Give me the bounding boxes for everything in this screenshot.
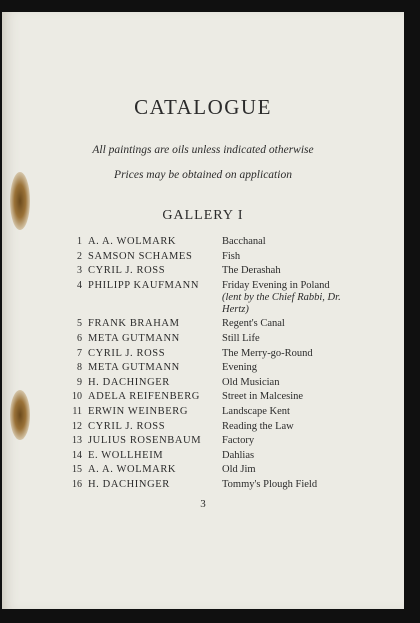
entry-title-cell [222, 280, 352, 316]
gallery-heading: GALLERY I [162, 208, 244, 223]
entry-number: 11 [72, 406, 82, 417]
entry-title: Still Life [222, 333, 260, 344]
entry-title-cell [222, 391, 352, 403]
entry-artist: A. A. WOLMARK [88, 464, 177, 476]
entry-title-cell [222, 450, 352, 462]
entry-artist: META GUTMANN [88, 362, 180, 374]
subtitle-prices-note: Prices may be obtained on application [114, 169, 292, 181]
entry-title: The Merry-go-Round [222, 347, 313, 359]
entry-title: Bacchanal [222, 236, 266, 247]
entry-title-cell [222, 333, 352, 345]
entry-title-cell [222, 265, 352, 277]
entry-number: 1 [77, 236, 82, 247]
entry-number: 2 [77, 250, 82, 262]
entry-title-cell [222, 318, 352, 330]
entry-title-cell [222, 479, 352, 491]
entry-artist: PHILIPP KAUFMANN [88, 279, 200, 291]
entry-title-cell [222, 362, 352, 374]
entry-artist: ERWIN WEINBERG [88, 406, 189, 417]
entry-number: 3 [77, 265, 82, 277]
entry-title: Old Jim [222, 464, 256, 476]
entry-number: 15 [72, 464, 82, 476]
entry-title: Fish [222, 250, 241, 262]
page-title: CATALOGUE [134, 95, 272, 119]
entry-artist: CYRIL J. ROSS [88, 420, 166, 432]
entry-number: 12 [72, 420, 82, 432]
entry-title: Evening [222, 362, 257, 374]
entry-number: 4 [77, 279, 82, 291]
entry-title: The Derashah [222, 265, 281, 277]
entry-title-cell [222, 377, 352, 389]
entry-number: 16 [72, 479, 82, 490]
entry-title-cell [222, 464, 352, 476]
entry-number: 7 [77, 347, 82, 359]
entry-number: 14 [72, 449, 82, 461]
entry-title: Regent's Canal [222, 318, 285, 330]
entry-artist: CYRIL J. ROSS [88, 265, 166, 277]
entry-number: 8 [77, 362, 82, 374]
entry-artist: E. WOLLHEIM [88, 449, 164, 461]
entry-title: Old Musician [222, 376, 280, 388]
entry-artist: ADELA REIFENBERG [88, 391, 200, 403]
entry-title: Landscape Kent [222, 406, 290, 417]
entry-title: Reading the Law [222, 420, 294, 432]
entry-number: 13 [72, 435, 82, 447]
entry-title-cell [222, 435, 352, 447]
entry-title: Dahlias [222, 449, 255, 461]
entry-title-cell [222, 421, 352, 433]
entry-artist: META GUTMANN [88, 333, 180, 344]
subtitle-oils-note: All paintings are oils unless indicated otherwise [92, 144, 314, 156]
entry-artist: A. A. WOLMARK [88, 236, 177, 247]
rust-stain-bottom [10, 390, 30, 440]
entry-artist: CYRIL J. ROSS [88, 347, 166, 359]
entry-title: Street in Malcesine [222, 391, 304, 403]
page-number: 3 [200, 498, 206, 510]
entry-artist: SAMSON SCHAMES [88, 250, 193, 262]
entry-number: 6 [77, 333, 82, 344]
entry-artist: H. DACHINGER [88, 376, 170, 388]
entry-note: (lent by the Chief Rabbi, Dr. Hertz) [222, 291, 341, 315]
entry-title: Tommy's Plough Field [222, 479, 318, 490]
catalogue-page [2, 12, 404, 609]
entry-title: Factory [222, 435, 255, 447]
entry-number: 10 [72, 391, 82, 403]
entry-title-cell [222, 251, 352, 263]
entry-number: 9 [77, 376, 82, 388]
entry-artist: JULIUS ROSENBAUM [88, 435, 202, 447]
entry-title-cell [222, 236, 352, 248]
entry-artist: H. DACHINGER [88, 479, 170, 490]
entry-title: Friday Evening in Poland [222, 279, 330, 291]
entry-title-cell [222, 406, 352, 418]
entry-number: 5 [77, 318, 82, 330]
entry-artist: FRANK BRAHAM [88, 318, 180, 330]
entry-title-cell [222, 348, 352, 360]
